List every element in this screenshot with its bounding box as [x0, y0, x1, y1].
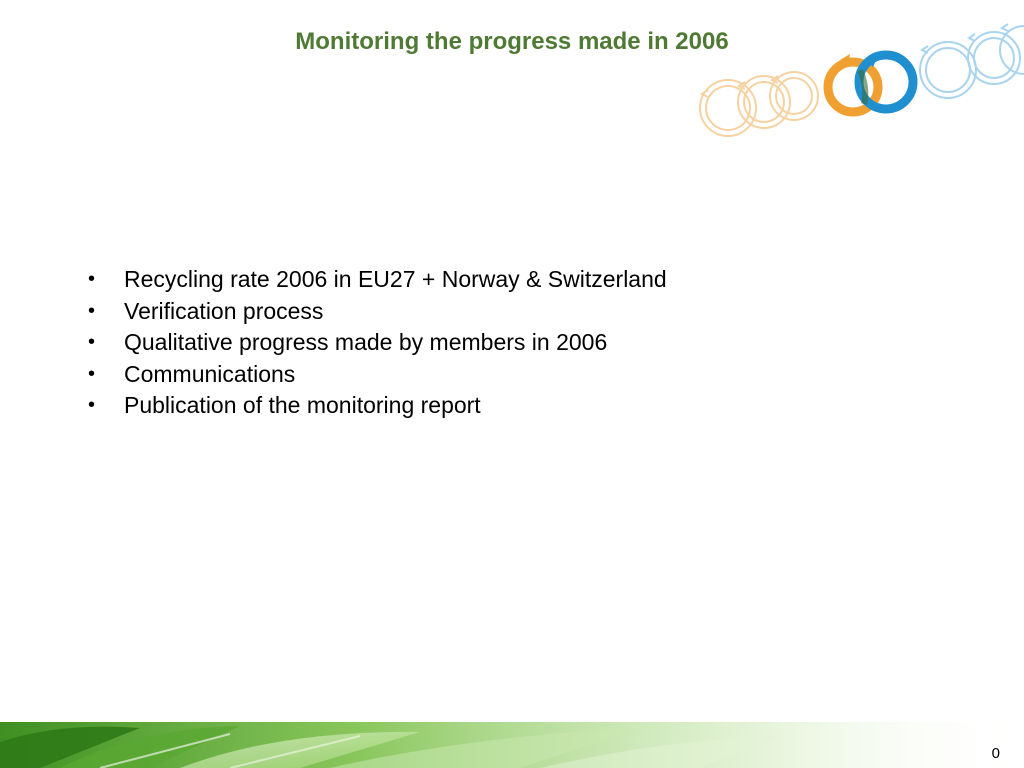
bullet-text: Qualitative progress made by members in 2006 [124, 329, 608, 355]
bullet-list [88, 264, 667, 422]
bullet-dot-icon: • [88, 268, 96, 290]
slide-title: Monitoring the progress made in 2006 [295, 28, 729, 55]
bullet-item [88, 327, 667, 359]
bullet-text: Publication of the monitoring report [124, 392, 481, 418]
bullet-dot-icon: • [88, 331, 96, 353]
bullet-text: Communications [124, 360, 296, 387]
bullet-dot-icon: • [88, 299, 96, 322]
bullet-item [88, 296, 667, 328]
bullet-dot-icon: • [88, 362, 96, 385]
bullet-dot-icon: • [88, 394, 96, 416]
bullet-item [88, 359, 667, 391]
bullet-text: Recycling rate 2006 in EU27 + Norway & Switzerland [124, 266, 667, 292]
recycling-rings-logo-icon [690, 0, 1024, 150]
bullet-text: Verification process [124, 297, 324, 324]
bullet-item [88, 390, 667, 422]
green-leaves-banner-icon [0, 722, 1024, 768]
bullet-item [88, 264, 667, 296]
page-number: 0 [991, 745, 1000, 762]
